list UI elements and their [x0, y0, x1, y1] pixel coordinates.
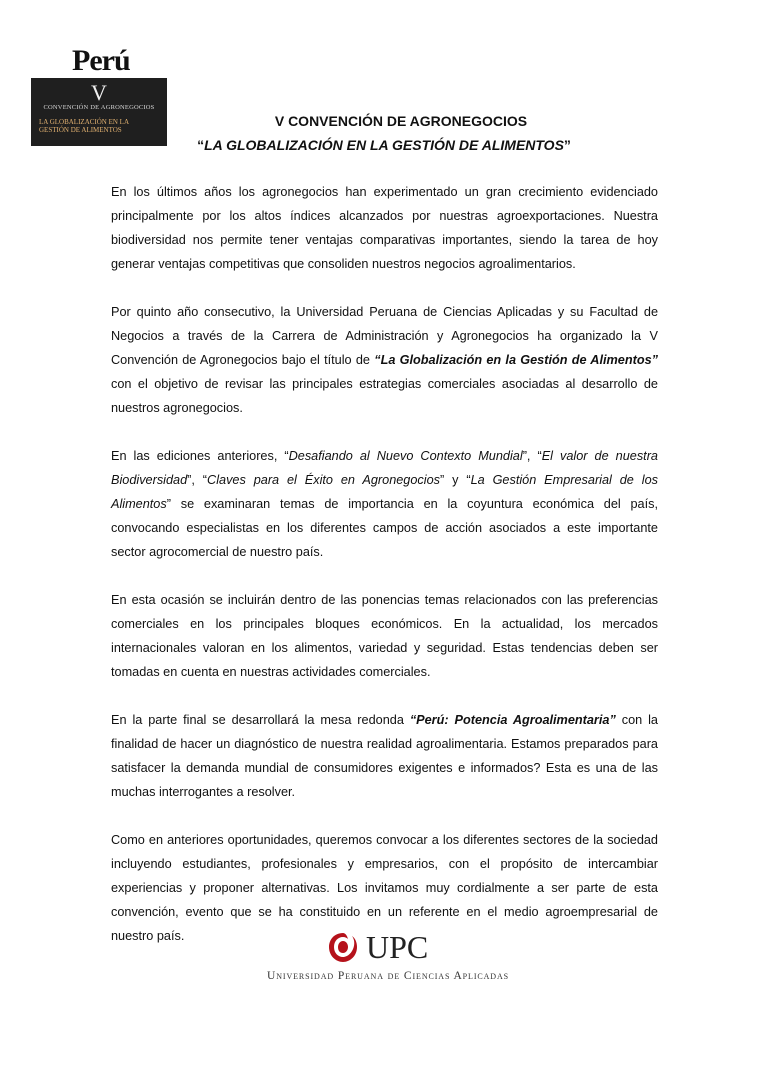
logo-roman-numeral: V — [91, 80, 107, 105]
paragraph-3: En las ediciones anteriores, “Desafiando al Nuevo Contexto Mundial”, “El valor de nuestra Biodiversidad”, “Claves para el Éxito en Agronegocios” y “La Gestión Empresarial de los Alimentos” se examinaran temas de importancia en la coyuntura económica del país, convocando especialistas en los diferentes campos de acción asociados a este importante sector agrocomercial de nuestro país. — [111, 449, 658, 559]
paragraph-4: En esta ocasión se incluirán dentro de las ponencias temas relacionados con las preferencias comerciales en los principales bloques económicos. En la actualidad, los mercados internacionales valoran en los alimentos, variedad y seguridad. Estas tendencias deben ser tomadas en cuenta en nuestras actividades comerciales. — [111, 593, 658, 679]
upc-acronym: UPC — [366, 929, 429, 965]
paragraph-2: Por quinto año consecutivo, la Universidad Peruana de Ciencias Aplicadas y su Facultad de Negocios a través de la Carrera de Administración y Agronegocios ha organizado la V Convención de Agronegocios bajo el título de “La Globalización en la Gestión de Alimentos” con el objetivo de revisar las principales estrategias comerciales asociadas al desarrollo de nuestros agronegocios. — [111, 305, 658, 415]
document-subtitle: “LA GLOBALIZACIÓN EN LA GESTIÓN DE ALIMENTOS” — [197, 137, 571, 153]
logo-convention-text: CONVENCIÓN DE AGRONEGOCIOS — [43, 104, 155, 111]
paragraph-1: En los últimos años los agronegocios han experimentado un gran crecimiento evidenciado principalmente por los altos índices alcanzados por nuestras agroexportaciones. Nuestra biodiversidad nos permite tener ventajas comparativas importantes, siendo la tarea de hoy generar ventajas competitivas que consoliden nuestros negocios agroalimentarios. — [111, 185, 658, 271]
upc-logo — [233, 928, 543, 990]
upc-full-name: Universidad Peruana de Ciencias Aplicadas — [267, 970, 509, 982]
paragraph-6: Como en anteriores oportunidades, queremos convocar a los diferentes sectores de la sociedad incluyendo estudiantes, profesionales y empresarios, con el propósito de intercambiar experiencias y proponer alternativas. Los invitamos muy cordialmente a ser parte de esta convención, evento que se ha constituido en un referente en el medio agroempresarial de nuestro país. — [111, 833, 658, 943]
peru-logo-word: Perú — [72, 44, 130, 77]
convention-logo-panel — [31, 78, 167, 146]
document-title: V CONVENCIÓN DE AGRONEGOCIOS — [274, 113, 528, 129]
paragraph-5: En la parte final se desarrollará la mesa redonda “Perú: Potencia Agroalimentaria” con la finalidad de hacer un diagnóstico de nuestra realidad agroalimentaria. Estamos preparados para satisfacer la demanda mundial de consumidores exigentes e informados? Esta es una de las muchas interrogantes a resolver. — [111, 713, 658, 799]
document-body — [111, 180, 658, 948]
upc-emblem-icon — [326, 930, 360, 964]
logo-tagline: LA GLOBALIZACIÓN EN LA GESTIÓN DE ALIMENTOS — [39, 118, 130, 134]
